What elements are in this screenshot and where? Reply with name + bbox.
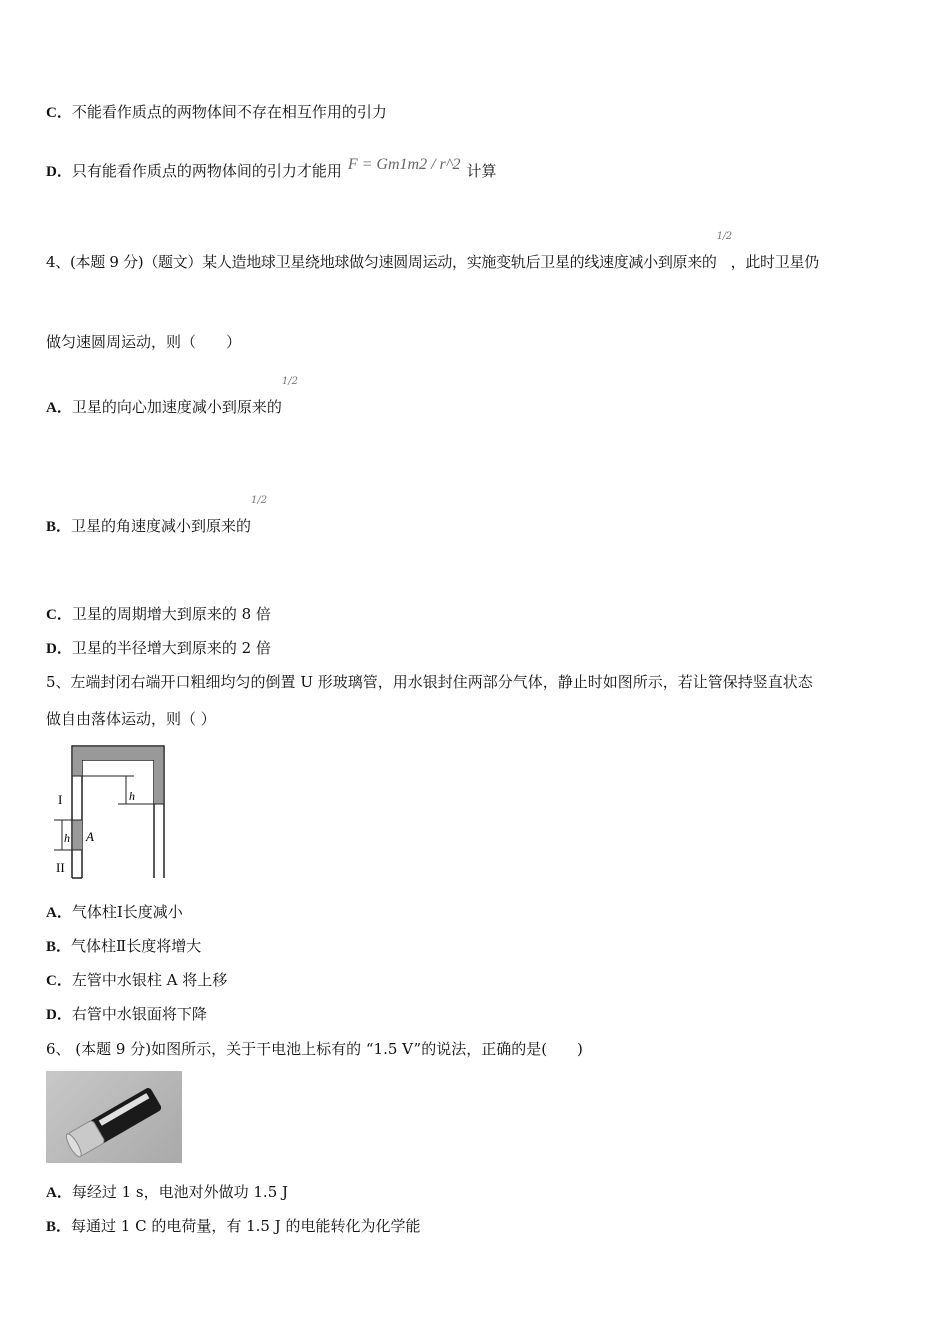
gravitation-formula: F = Gm1m2 / r^2 xyxy=(347,156,461,173)
option-text: 卫星的周期增大到原来的 8 倍 xyxy=(71,605,271,623)
option-text: 每通过 1 C 的电荷量，有 1.5 J 的电能转化为化学能 xyxy=(71,1217,421,1235)
option-text: 卫星的半径增大到原来的 2 倍 xyxy=(71,639,271,657)
u-tube-figure xyxy=(46,742,176,882)
option-label: C． xyxy=(46,607,72,623)
option-label: D． xyxy=(46,164,72,180)
q5-stem: 5、左端封闭右端开口粗细均匀的倒置 U 形玻璃管，用水银封住两部分气体，静止时如图所示，若让管保持竖直状态 xyxy=(46,673,813,691)
option-text: 每经过 1 s，电池对外做功 1.5 J xyxy=(71,1183,289,1201)
fraction-half xyxy=(281,376,298,417)
fraction-half xyxy=(716,231,732,272)
option-text: 只有能看作质点的两物体间的引力才能用 xyxy=(71,162,342,180)
option-label: A． xyxy=(46,905,72,921)
q3-option-c xyxy=(46,102,387,123)
option-text: 左管中水银柱 A 将上移 xyxy=(71,971,228,989)
mercury-a-label: A xyxy=(86,829,94,844)
q5-option-a xyxy=(46,902,183,923)
stem-text: 4、(本题 9 分)（题文）某人造地球卫星绕地球做匀速圆周运动，实施变轨后卫星的线速度减小到原来的 xyxy=(46,253,717,271)
h-label-right: h xyxy=(129,789,135,803)
option-label: D． xyxy=(46,1007,72,1023)
option-label: A． xyxy=(46,1185,72,1201)
stem-text-after: ，此时卫星仍 xyxy=(730,253,819,271)
option-text-after: 计算 xyxy=(466,162,497,180)
fraction-text: 1/2 xyxy=(251,495,268,506)
option-text: 右管中水银面将下降 xyxy=(71,1005,207,1023)
option-label: A． xyxy=(46,400,72,416)
mercury-column-a xyxy=(73,820,82,850)
fraction-half xyxy=(251,495,268,536)
h-label-left: h xyxy=(64,831,70,845)
q6-stem: 6、 (本题 9 分)如图所示，关于干电池上标有的 “1.5 V”的说法，正确的是( ) xyxy=(46,1040,583,1058)
option-label: C． xyxy=(46,105,72,121)
q6-option-b xyxy=(46,1216,421,1237)
option-text: 气体柱Ⅱ长度将增大 xyxy=(71,937,202,955)
option-text: 卫星的向心加速度减小到原来的 xyxy=(71,398,282,416)
option-label: D． xyxy=(46,641,72,657)
q4-stem-cont: 做匀速圆周运动，则（ ） xyxy=(46,333,242,351)
q4-option-a xyxy=(46,376,298,418)
option-text: 气体柱Ⅰ长度减小 xyxy=(71,903,183,921)
q5-option-b xyxy=(46,936,201,957)
q5-option-d xyxy=(46,1004,207,1025)
q3-option-d xyxy=(46,156,497,182)
q4-option-d xyxy=(46,638,271,659)
q4-stem xyxy=(46,231,819,272)
q5-option-c xyxy=(46,970,227,991)
q5-stem-cont: 做自由落体运动，则（ ） xyxy=(46,710,216,728)
option-text: 不能看作质点的两物体间不存在相互作用的引力 xyxy=(71,103,387,121)
option-label: B． xyxy=(46,519,72,535)
fraction-text: 1/2 xyxy=(716,231,732,242)
battery-photo xyxy=(46,1071,182,1163)
option-label: B． xyxy=(46,939,72,955)
gas-column-2-label: II xyxy=(56,860,65,875)
option-text: 卫星的角速度减小到原来的 xyxy=(71,517,252,535)
option-label: C． xyxy=(46,973,72,989)
q4-option-b xyxy=(46,495,268,537)
gas-column-1-label: I xyxy=(58,792,63,807)
q6-option-a xyxy=(46,1182,288,1203)
fraction-text: 1/2 xyxy=(281,376,298,387)
battery-illustration xyxy=(46,1071,182,1163)
q4-option-c xyxy=(46,604,271,625)
option-label: B． xyxy=(46,1219,72,1235)
